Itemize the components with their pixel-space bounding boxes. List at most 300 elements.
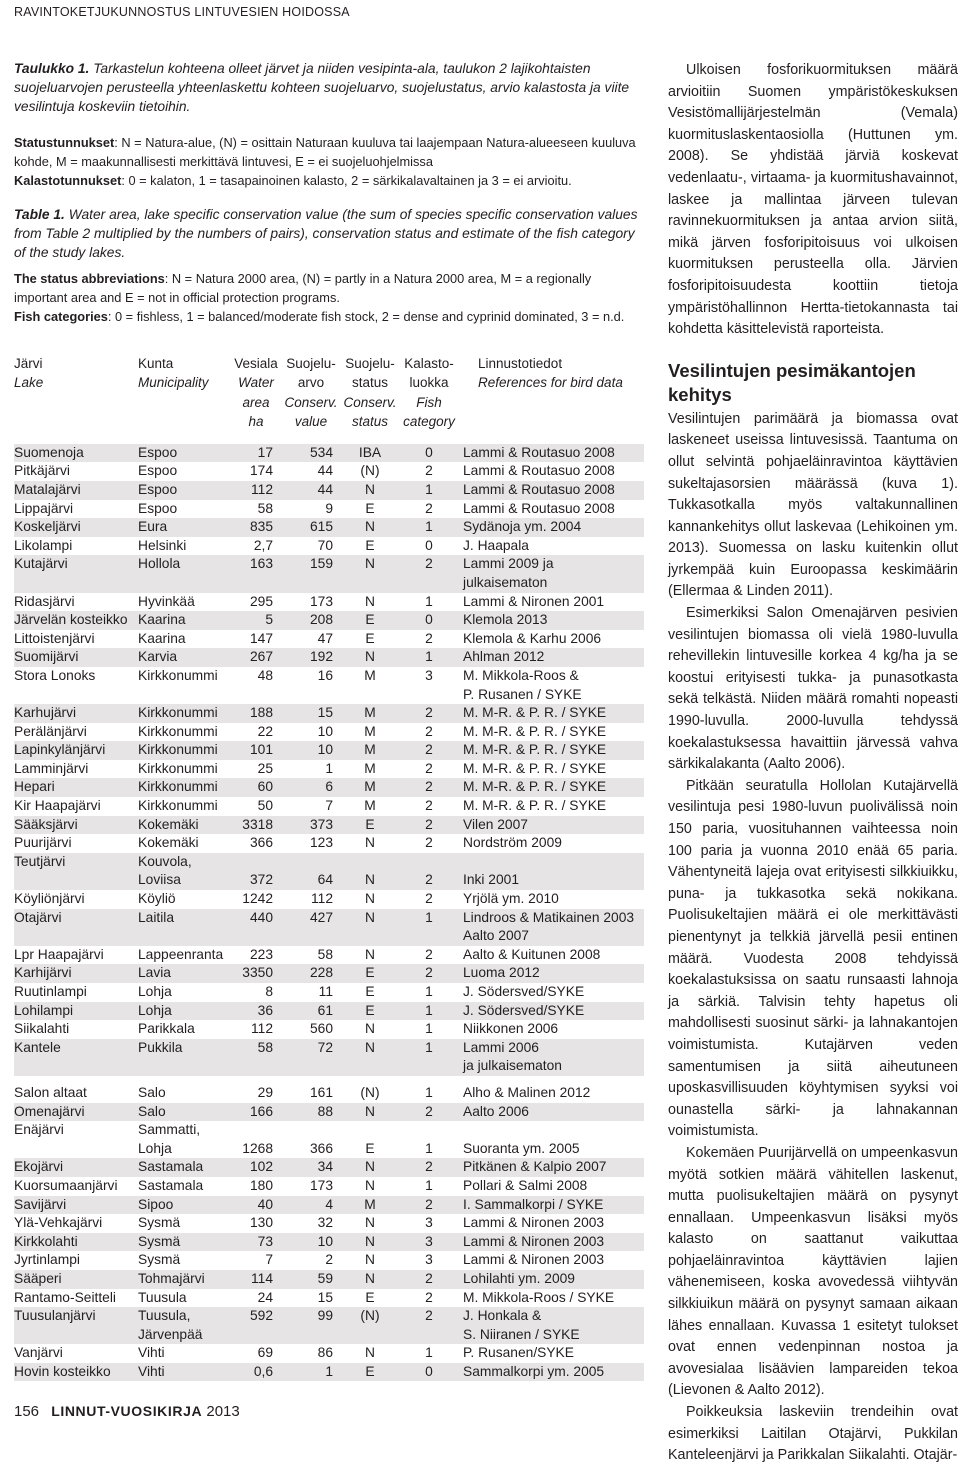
cell-area-ha bbox=[230, 574, 280, 593]
cell-conservation-value: 44 bbox=[280, 481, 340, 500]
cell-fish-category: 2 bbox=[400, 1158, 458, 1177]
cell-lake: Omenajärvi bbox=[14, 1103, 138, 1122]
cell-fish-category: 2 bbox=[400, 871, 458, 890]
cell-fish-category bbox=[400, 1121, 458, 1140]
header-refs-fi: Linnustotiedot bbox=[478, 355, 563, 371]
cell-lake: Ruutinlampi bbox=[14, 984, 87, 999]
cell-lake: Kuorsumaanjärvi bbox=[14, 1177, 118, 1193]
cell-fish-category: 2 bbox=[400, 555, 458, 574]
cell-reference: Pitkänen & Kalpio 2007 bbox=[458, 1158, 644, 1177]
cell-area-ha: 1268 bbox=[242, 1140, 273, 1156]
cell-status: N bbox=[340, 1158, 400, 1177]
table-row bbox=[14, 1020, 644, 1039]
cell-status bbox=[340, 1057, 400, 1076]
cell-conservation-value: 99 bbox=[280, 1307, 340, 1326]
cell-lake bbox=[14, 686, 138, 705]
cell-fish-category: 2 bbox=[400, 816, 458, 835]
fish-defs-en-text: : 0 = fishless, 1 = balanced/moderate fish stock, 2 = dense and cyprinid dominated, 3 = n.d. bbox=[107, 308, 625, 324]
running-head: RAVINTOKETJUKUNNOSTUS LINTUVESIEN HOIDOSSA bbox=[14, 5, 350, 19]
cell-reference: Lammi & Nironen 2003 bbox=[458, 1233, 644, 1252]
table-row bbox=[14, 1233, 644, 1252]
fish-defs-en bbox=[14, 307, 644, 326]
cell-area-ha: 7 bbox=[265, 1252, 273, 1268]
cell-status: E bbox=[365, 1140, 375, 1156]
cell-fish-category: 2 bbox=[400, 704, 458, 723]
cell-conservation-value: 615 bbox=[280, 518, 340, 537]
header-area bbox=[230, 354, 282, 432]
cell-municipality: Kouvola, bbox=[138, 853, 230, 872]
cell-reference: Alho & Malinen 2012 bbox=[463, 1084, 591, 1100]
cell-reference: julkaisematon bbox=[458, 574, 644, 593]
cell-area-ha: 0,6 bbox=[230, 1363, 280, 1382]
cell-municipality: Salo bbox=[138, 1103, 230, 1122]
cell-status: M bbox=[340, 778, 400, 797]
paragraph-5: Kokemäen Puurijärvellä on umpeenkasvun myötä sotkien määrä vähitellen laskenut, mutta puolisukeltajien määrä on pysynyt ennallaan. Umpeenkasvun lisäksi myös kalasto on saattanut vaikuttaa pohjaeläinravintoa käyttävien lajien vähenemiseen, koska avovedessä viihtyvän silkkiuikun määrä on pysynyt samaan aikaan lähes ennallaan. Kuvassa 1 esitetyt tulokset ovat ennen vedenpinnan nostoa ja avovesialaa lisäävien lampareiden tekoa (Lievonen & Aalto 2012). bbox=[668, 1144, 958, 1399]
header-value-fi-1: Suojelu- bbox=[286, 355, 336, 371]
cell-lake: Jyrtinlampi bbox=[14, 1252, 80, 1268]
cell-status: E bbox=[340, 816, 400, 835]
header-municipality bbox=[138, 354, 209, 393]
cell-fish-category: 3 bbox=[425, 1252, 433, 1268]
cell-area-ha: 25 bbox=[257, 760, 273, 776]
cell-lake: Kantele bbox=[14, 1039, 138, 1058]
cell-area-ha: 73 bbox=[230, 1233, 280, 1252]
cell-reference: Lammi & Routasuo 2008 bbox=[458, 444, 644, 463]
cell-conservation-value: 58 bbox=[317, 946, 333, 962]
cell-status: N bbox=[340, 1233, 400, 1252]
cell-status: N bbox=[340, 648, 400, 667]
cell-reference: Vilen 2007 bbox=[458, 816, 644, 835]
cell-fish-category: 1 bbox=[425, 1140, 433, 1156]
cell-conservation-value: 7 bbox=[325, 798, 333, 814]
cell-fish-category: 2 bbox=[400, 1196, 458, 1215]
cell-fish-category: 3 bbox=[425, 1215, 433, 1231]
cell-reference: M. Mikkola-Roos & bbox=[463, 667, 579, 683]
table-row bbox=[14, 1363, 644, 1382]
section-heading: Vesilintujen pesimäkantojen kehitys bbox=[668, 359, 916, 405]
cell-lake: Hovin kosteikko bbox=[14, 1363, 138, 1382]
cell-municipality: Hyvinkää bbox=[138, 593, 195, 609]
header-fish-fi-2: luokka bbox=[409, 375, 449, 391]
cell-area-ha bbox=[230, 686, 280, 705]
header-status-en-2: status bbox=[351, 414, 389, 430]
cell-conservation-value: 10 bbox=[317, 723, 333, 739]
cell-status bbox=[340, 927, 400, 946]
table-row bbox=[14, 1084, 644, 1103]
cell-area-ha: 3350 bbox=[230, 964, 280, 983]
cell-municipality: Köyliö bbox=[138, 891, 176, 907]
cell-fish-category: 2 bbox=[400, 741, 458, 760]
cell-municipality: Kirkkonummi bbox=[138, 778, 230, 797]
cell-lake: Matalajärvi bbox=[14, 481, 138, 500]
cell-status: M bbox=[340, 741, 400, 760]
cell-area-ha: 163 bbox=[230, 555, 280, 574]
fish-defs-en-label: Fish categories bbox=[14, 308, 108, 324]
cell-lake: Littoistenjärvi bbox=[14, 630, 95, 646]
cell-area-ha: 40 bbox=[230, 1196, 280, 1215]
table-row bbox=[14, 574, 644, 593]
cell-lake: Hepari bbox=[14, 778, 138, 797]
cell-municipality: Tohmajärvi bbox=[138, 1270, 230, 1289]
cell-status: N bbox=[365, 1345, 375, 1361]
table-row bbox=[14, 1307, 644, 1326]
cell-lake: Karhujärvi bbox=[14, 704, 138, 723]
cell-area-ha: 114 bbox=[230, 1270, 280, 1289]
cell-municipality: Tuusula bbox=[138, 1289, 187, 1305]
cell-status: N bbox=[365, 593, 375, 609]
status-defs-fi bbox=[14, 133, 644, 171]
fish-defs-fi bbox=[14, 171, 644, 190]
cell-status: N bbox=[365, 1177, 375, 1193]
cell-area-ha: 58 bbox=[230, 1039, 280, 1058]
header-area-en-1: Water bbox=[238, 375, 274, 391]
status-defs-fi-label: Statustunnukset bbox=[14, 135, 115, 151]
cell-conservation-value: 32 bbox=[317, 1215, 333, 1231]
cell-conservation-value: 11 bbox=[318, 984, 333, 999]
cell-municipality: Laitila bbox=[138, 909, 230, 928]
cell-fish-category: 0 bbox=[400, 1363, 458, 1382]
cell-conservation-value: 59 bbox=[280, 1270, 340, 1289]
row-spacer bbox=[14, 1076, 644, 1084]
cell-reference: Sydänoja ym. 2004 bbox=[458, 518, 644, 537]
cell-status bbox=[340, 1326, 400, 1345]
cell-fish-category: 1 bbox=[400, 909, 458, 928]
cell-status: N bbox=[340, 1039, 400, 1058]
header-lake bbox=[14, 354, 43, 393]
cell-area-ha: 835 bbox=[230, 518, 280, 537]
table-row bbox=[14, 630, 644, 649]
cell-reference: Sammalkorpi ym. 2005 bbox=[458, 1363, 644, 1382]
cell-conservation-value: 6 bbox=[280, 778, 340, 797]
cell-area-ha: 147 bbox=[249, 630, 273, 646]
header-refs bbox=[478, 354, 623, 393]
cell-lake: Kirkkolahti bbox=[14, 1233, 138, 1252]
cell-lake: Sääksjärvi bbox=[14, 816, 138, 835]
table-row bbox=[14, 964, 644, 983]
cell-status: E bbox=[340, 611, 400, 630]
cell-area-ha bbox=[230, 1057, 280, 1076]
page-footer bbox=[14, 1403, 240, 1420]
cell-fish-category bbox=[400, 686, 458, 705]
cell-reference: Aalto 2006 bbox=[458, 1103, 644, 1122]
cell-reference: S. Niiranen / SYKE bbox=[458, 1326, 644, 1345]
cell-municipality: Espoo bbox=[138, 481, 230, 500]
cell-conservation-value: 192 bbox=[280, 648, 340, 667]
table-row bbox=[14, 760, 644, 779]
table-row bbox=[14, 1251, 644, 1270]
table-row bbox=[14, 444, 644, 463]
cell-municipality: Kokemäki bbox=[138, 835, 199, 851]
cell-lake: Lohilampi bbox=[14, 1002, 138, 1021]
cell-fish-category: 2 bbox=[425, 463, 433, 479]
cell-reference: Pollari & Salmi 2008 bbox=[463, 1177, 588, 1193]
cell-lake bbox=[14, 871, 138, 890]
cell-reference: Klemola & Karhu 2006 bbox=[463, 630, 602, 646]
cell-status: N bbox=[340, 518, 400, 537]
cell-municipality: Kirkkonummi bbox=[138, 723, 218, 739]
cell-lake: Köyliönjärvi bbox=[14, 891, 85, 907]
cell-municipality: Kirkkonummi bbox=[138, 704, 230, 723]
table-row bbox=[14, 946, 644, 965]
cell-status: N bbox=[365, 1252, 375, 1268]
cell-conservation-value: 534 bbox=[280, 444, 340, 463]
cell-conservation-value bbox=[280, 1121, 340, 1140]
cell-municipality: Sammatti, bbox=[138, 1122, 201, 1138]
table-row bbox=[14, 500, 644, 519]
header-fish bbox=[398, 354, 460, 432]
cell-area-ha: 267 bbox=[230, 648, 280, 667]
cell-status: IBA bbox=[340, 444, 400, 463]
cell-municipality: Lappeenranta bbox=[138, 946, 224, 962]
header-area-unit: ha bbox=[248, 414, 264, 430]
table-row bbox=[14, 741, 644, 760]
text-column bbox=[668, 60, 958, 1467]
cell-area-ha: 60 bbox=[230, 778, 280, 797]
cell-area-ha: 102 bbox=[230, 1158, 280, 1177]
header-municipality-en: Municipality bbox=[138, 375, 209, 391]
table-row bbox=[14, 1121, 644, 1140]
cell-lake: Lippajärvi bbox=[14, 500, 74, 516]
caption-fi bbox=[14, 60, 644, 116]
cell-municipality bbox=[138, 574, 230, 593]
lakes-table bbox=[14, 444, 644, 1382]
cell-lake: Suomenoja bbox=[14, 444, 138, 463]
cell-area-ha bbox=[230, 927, 280, 946]
table-row bbox=[14, 704, 644, 723]
cell-fish-category bbox=[400, 1326, 458, 1345]
cell-area-ha: 58 bbox=[257, 500, 273, 516]
header-municipality-fi: Kunta bbox=[138, 355, 174, 371]
cell-fish-category: 1 bbox=[425, 593, 433, 609]
table-row bbox=[14, 1289, 644, 1308]
caption-en bbox=[14, 206, 644, 262]
cell-municipality: Vihti bbox=[138, 1345, 165, 1361]
table-row bbox=[14, 797, 644, 816]
cell-conservation-value: 1 bbox=[280, 1363, 340, 1382]
cell-conservation-value: 44 bbox=[317, 463, 333, 479]
cell-lake: Kir Haapajärvi bbox=[14, 798, 101, 814]
cell-reference: J. Södersved/SYKE bbox=[463, 984, 585, 999]
fish-defs-fi-text: : 0 = kalaton, 1 = tasapainoinen kalasto, 2 = särkikalavaltainen ja 3 = ei arvioitu. bbox=[121, 173, 572, 189]
cell-status: M bbox=[364, 667, 376, 683]
cell-lake: Stora Lonoks bbox=[14, 667, 96, 683]
table-row bbox=[14, 1214, 644, 1233]
cell-area-ha: 180 bbox=[249, 1177, 273, 1193]
cell-municipality: Parikkala bbox=[138, 1021, 195, 1037]
table-row bbox=[14, 462, 644, 481]
cell-municipality: Järvenpää bbox=[138, 1326, 230, 1345]
cell-conservation-value: 9 bbox=[325, 500, 333, 516]
cell-lake: Karhijärvi bbox=[14, 964, 138, 983]
cell-lake: Likolampi bbox=[14, 537, 73, 553]
cell-conservation-value bbox=[280, 686, 340, 705]
cell-area-ha: 366 bbox=[249, 835, 273, 851]
paragraph-2: Vesilintujen parimäärä ja biomassa ovat laskeneet useissa lintuvesissä. Taantuma on ollut selvintä pohjaeläinravintoa käyttävien sukeltajasorsien määrässä (kuva 1). Tukkasotkalla myös valtakunnallinen kannankehitys ollut laskevaa (Lehikoinen ym. 2013). Suomessa on lasku kuitenkin ollut jyrkempää kuin Euroopassa keskimäärin (Ellermaa & Linden 2011). bbox=[668, 410, 958, 600]
cell-area-ha: 29 bbox=[257, 1084, 273, 1100]
table-row bbox=[14, 778, 644, 797]
header-fish-en-1: Fish bbox=[416, 394, 442, 410]
cell-area-ha: 592 bbox=[230, 1307, 280, 1326]
cell-municipality: Tuusula, bbox=[138, 1307, 230, 1326]
cell-conservation-value: 16 bbox=[317, 667, 333, 683]
cell-reference: Inki 2001 bbox=[458, 871, 644, 890]
cell-conservation-value: 173 bbox=[309, 593, 333, 609]
cell-area-ha: 5 bbox=[230, 611, 280, 630]
cell-fish-category: 2 bbox=[425, 798, 433, 814]
cell-fish-category: 3 bbox=[400, 1233, 458, 1252]
cell-municipality: Helsinki bbox=[138, 537, 187, 553]
cell-reference: Lammi & Routasuo 2008 bbox=[463, 463, 615, 479]
cell-status bbox=[340, 853, 400, 872]
cell-reference: Aalto & Kuitunen 2008 bbox=[463, 946, 601, 962]
header-area-fi: Vesiala bbox=[234, 355, 278, 371]
cell-reference: Lammi & Nironen 2003 bbox=[463, 1252, 605, 1268]
cell-fish-category: 2 bbox=[425, 630, 433, 646]
cell-reference: Niikkonen 2006 bbox=[463, 1021, 559, 1037]
table-row bbox=[14, 1177, 644, 1196]
cell-status: N bbox=[340, 1270, 400, 1289]
cell-municipality bbox=[138, 1057, 230, 1076]
cell-fish-category: 2 bbox=[425, 946, 433, 962]
cell-status: (N) bbox=[340, 1307, 400, 1326]
cell-fish-category: 1 bbox=[400, 481, 458, 500]
cell-area-ha: 48 bbox=[257, 667, 273, 683]
cell-municipality: Sipoo bbox=[138, 1196, 230, 1215]
cell-municipality: Kirkkonummi bbox=[138, 741, 230, 760]
cell-area-ha: 8 bbox=[265, 984, 273, 999]
cell-status: M bbox=[364, 723, 376, 739]
spacer-cell bbox=[14, 1076, 644, 1084]
cell-fish-category: 2 bbox=[425, 760, 433, 776]
cell-lake: Perälänjärvi bbox=[14, 723, 87, 739]
cell-conservation-value: 159 bbox=[280, 555, 340, 574]
cell-fish-category bbox=[400, 574, 458, 593]
cell-lake: Koskeljärvi bbox=[14, 518, 138, 537]
cell-fish-category: 0 bbox=[400, 611, 458, 630]
cell-conservation-value: 173 bbox=[309, 1177, 333, 1193]
header-value-en-1: Conserv. bbox=[284, 394, 338, 410]
cell-municipality: Espoo bbox=[138, 500, 178, 516]
header-status bbox=[340, 354, 400, 432]
page-number: 156 bbox=[14, 1403, 40, 1420]
cell-area-ha: 36 bbox=[230, 1002, 280, 1021]
cell-conservation-value: 70 bbox=[317, 537, 333, 553]
cell-fish-category: 3 bbox=[425, 667, 433, 683]
table-row bbox=[14, 890, 644, 909]
cell-conservation-value: 34 bbox=[280, 1158, 340, 1177]
cell-status: M bbox=[364, 798, 376, 814]
cell-reference: Lohilahti ym. 2009 bbox=[458, 1270, 644, 1289]
cell-conservation-value: 2 bbox=[325, 1252, 333, 1268]
cell-fish-category: 1 bbox=[425, 1021, 433, 1037]
cell-fish-category: 2 bbox=[425, 723, 433, 739]
cell-lake bbox=[14, 1326, 138, 1345]
cell-reference: Aalto 2007 bbox=[458, 927, 644, 946]
cell-municipality: Karvia bbox=[138, 648, 230, 667]
cell-conservation-value: 208 bbox=[280, 611, 340, 630]
cell-conservation-value: 560 bbox=[309, 1021, 333, 1037]
table-row bbox=[14, 1326, 644, 1345]
paragraph-6: Poikkeuksia laskeviin trendeihin ovat esimerkiksi Laitilan Otajärvi, Pukkilan Kanteleenjärvi ja Parikkalan Siikalahti. Otajär- bbox=[668, 1404, 958, 1464]
cell-lake: Salon altaat bbox=[14, 1084, 87, 1100]
cell-fish-category: 1 bbox=[400, 518, 458, 537]
header-value bbox=[280, 354, 342, 432]
cell-lake: Siikalahti bbox=[14, 1021, 70, 1037]
cell-fish-category: 2 bbox=[425, 891, 433, 907]
cell-conservation-value: 373 bbox=[280, 816, 340, 835]
cell-area-ha: 112 bbox=[230, 481, 280, 500]
cell-reference: Lammi & Nironen 2001 bbox=[463, 593, 605, 609]
cell-municipality: Kaarina bbox=[138, 630, 186, 646]
cell-reference: Yrjölä ym. 2010 bbox=[463, 891, 559, 907]
cell-fish-category: 1 bbox=[400, 1002, 458, 1021]
cell-status: M bbox=[364, 760, 376, 776]
cell-municipality: Lavia bbox=[138, 964, 230, 983]
table-row bbox=[14, 853, 644, 872]
cell-status: N bbox=[365, 1215, 375, 1231]
cell-fish-category: 1 bbox=[425, 1084, 433, 1100]
cell-reference: J. Haapala bbox=[463, 537, 529, 553]
cell-lake: Ridasjärvi bbox=[14, 593, 75, 609]
cell-lake: Pitkäjärvi bbox=[14, 463, 70, 479]
cell-conservation-value: 64 bbox=[280, 871, 340, 890]
cell-lake: Lpr Haapajärvi bbox=[14, 946, 104, 962]
cell-status: N bbox=[340, 481, 400, 500]
header-lake-en: Lake bbox=[14, 375, 44, 391]
cell-lake: Vanjärvi bbox=[14, 1345, 63, 1361]
cell-area-ha: 69 bbox=[257, 1345, 273, 1361]
cell-fish-category bbox=[400, 853, 458, 872]
cell-conservation-value: 4 bbox=[280, 1196, 340, 1215]
header-refs-en: References for bird data bbox=[478, 375, 623, 391]
table-header bbox=[14, 354, 644, 436]
cell-municipality: Sysmä bbox=[138, 1215, 181, 1231]
cell-reference: I. Sammalkorpi / SYKE bbox=[458, 1196, 644, 1215]
table-row bbox=[14, 909, 644, 928]
cell-fish-category: 1 bbox=[400, 648, 458, 667]
caption-en-label: Table 1. bbox=[14, 207, 65, 223]
cell-reference: M. M-R. & P. R. / SYKE bbox=[458, 741, 644, 760]
paragraph-1: Ulkoisen fosforikuormituksen määrä arvioitiin Suomen ympäristökeskuksen Vesistömallijärjestelmän (Vemala) kuormituslaskentaosiolla (Huttunen ym. 2008). Se yhdistää järviä koskevat vedenlaatu-, virtaama- ja kuormitushavainnot, laskee ja mallintaa järveen tulevan ravinnekuormituksen ja antaa arvion siitä, mikä järven fosforipitoisuus voi ulkoisen kuormituksen perusteella olla. Järvien fosforipitoisuudesta koottiin tietoja ympäristöhallinnon Hertta-tietokannasta tai kohdetta käsittelevistä raporteista. bbox=[668, 62, 958, 338]
cell-conservation-value: 72 bbox=[280, 1039, 340, 1058]
cell-status bbox=[340, 1121, 400, 1140]
cell-lake: Sääperi bbox=[14, 1270, 138, 1289]
cell-lake: Ylä-Vehkajärvi bbox=[14, 1215, 103, 1231]
cell-municipality: Sastamala bbox=[138, 1177, 204, 1193]
cell-status: E bbox=[340, 1363, 400, 1382]
cell-fish-category: 1 bbox=[400, 1039, 458, 1058]
cell-conservation-value: 10 bbox=[280, 1233, 340, 1252]
table-row bbox=[14, 1039, 644, 1058]
cell-area-ha: 3318 bbox=[230, 816, 280, 835]
cell-municipality: Lohja bbox=[138, 984, 172, 999]
table-row bbox=[14, 927, 644, 946]
cell-conservation-value bbox=[280, 927, 340, 946]
cell-area-ha: 101 bbox=[230, 741, 280, 760]
cell-fish-category: 1 bbox=[425, 1345, 433, 1361]
table-row bbox=[14, 1196, 644, 1215]
cell-area-ha: 372 bbox=[230, 871, 280, 890]
table-row bbox=[14, 1103, 644, 1122]
cell-reference: M. M-R. & P. R. / SYKE bbox=[458, 704, 644, 723]
cell-reference: J. Södersved/SYKE bbox=[458, 1002, 644, 1021]
header-area-en-2: area bbox=[242, 394, 270, 410]
table-row bbox=[14, 667, 644, 686]
header-status-fi-1: Suojelu- bbox=[345, 355, 395, 371]
cell-lake: Teutjärvi bbox=[14, 853, 138, 872]
cell-fish-category: 2 bbox=[400, 1103, 458, 1122]
cell-conservation-value: 88 bbox=[280, 1103, 340, 1122]
